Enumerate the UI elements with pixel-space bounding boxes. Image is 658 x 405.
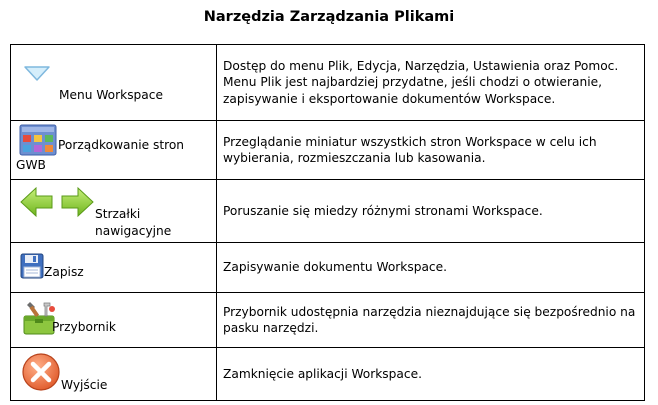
tool-description: Przeglądanie miniatur wszystkich stron Workspace w celu ich wybierania, rozmieszczania lub kasowania.: [217, 121, 645, 180]
tool-cell: [11, 121, 217, 180]
tool-cell: [11, 45, 217, 121]
tool-label: Wyjście: [61, 378, 108, 392]
floppy-disk-icon: [20, 253, 44, 279]
tools-table: [10, 44, 645, 401]
table-row: [11, 293, 645, 348]
tool-description: Poruszanie się miedzy różnymi stronami Workspace.: [217, 180, 645, 243]
tool-cell: [11, 180, 217, 243]
tool-label: Menu Workspace: [59, 88, 163, 102]
tool-label: Zapisz: [44, 265, 84, 279]
page-title: Narzędzia Zarządzania Plikami: [203, 9, 455, 25]
tool-cell: [11, 293, 217, 348]
tool-label: nawigacyjne: [95, 224, 172, 238]
table-row: [11, 121, 645, 180]
tool-label: Przybornik: [52, 320, 116, 334]
tool-description: Zamknięcie aplikacji Workspace.: [217, 348, 645, 401]
tool-description: Przybornik udostępnia narzędzia nieznajdujące się bezpośrednio na pasku narzędzi.: [217, 293, 645, 348]
chevron-down-icon: [23, 65, 51, 83]
table-row: [11, 348, 645, 401]
table-row: [11, 243, 645, 293]
tool-cell: [11, 348, 217, 401]
tool-description: Zapisywanie dokumentu Workspace.: [217, 243, 645, 293]
navigation-arrows-icon: [19, 185, 95, 219]
tool-label: Porządkowanie stron: [58, 138, 185, 152]
table-row: [11, 45, 645, 121]
tool-cell: [11, 243, 217, 293]
exit-icon: [21, 352, 61, 392]
table-row: [11, 180, 645, 243]
tool-description: Dostęp do menu Plik, Edycja, Narzędzia, Ustawienia oraz Pomoc. Menu Plik jest najbardziej przydatne, jeśli chodzi o otwieranie, zapisywanie i eksportowanie dokumentów Workspace.: [217, 45, 645, 121]
tool-label: GWB: [16, 158, 46, 172]
tool-label: Strzałki: [95, 207, 141, 221]
page-sorter-icon: [19, 124, 57, 156]
